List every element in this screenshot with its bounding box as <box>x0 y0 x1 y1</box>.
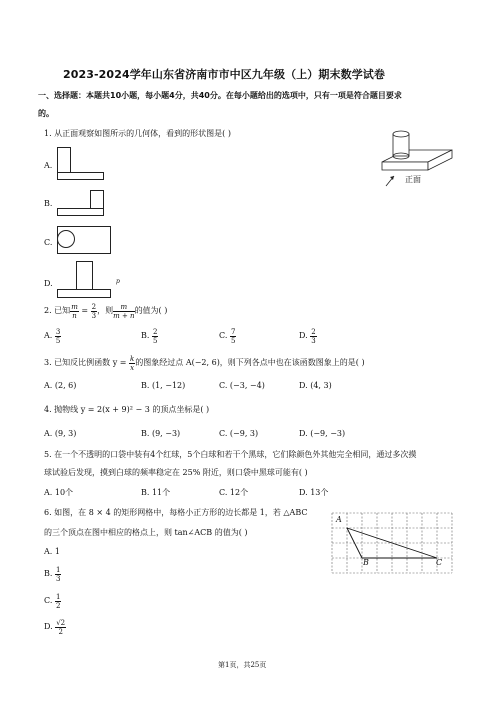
q1-b-base <box>57 208 104 216</box>
q6-point-a: A <box>336 515 342 524</box>
q4-stem: 4. 抛物线 y = 2(x + 9)² − 3 的顶点坐标是( ) <box>44 405 210 414</box>
q5-option-c[interactable]: C. 12个 <box>219 488 249 497</box>
q1-option-d-label[interactable]: D. <box>44 279 53 288</box>
q6-option-d[interactable]: D. $\frac{√2}{2}$ <box>44 618 66 636</box>
view-arrow-head <box>390 176 394 180</box>
q2-option-d[interactable]: D. $\frac{2}{3}$ <box>299 327 316 345</box>
q6-line2: 的三个顶点在图中相应的格点上，则 tan∠ACB 的值为( ) <box>44 528 248 537</box>
q4-option-a[interactable]: A. (9, 3) <box>44 429 77 438</box>
q3-option-d[interactable]: D. (4, 3) <box>299 381 332 390</box>
q5-line2: 球试验后发现，摸到白球的频率稳定在 25% 附近，则口袋中黑球可能有( ) <box>44 468 308 477</box>
q1-a-upright <box>57 147 71 173</box>
section-header: 一、选择题：本题共10小题，每小题4分，共40分。在每小题给出的选项中，只有一项是符合题目要求 <box>38 91 402 100</box>
q1-figure-caption: 正面 <box>405 175 421 184</box>
q3-option-b[interactable]: B. (1, −12) <box>141 381 186 390</box>
q1-a-base <box>57 172 104 180</box>
q1-d-base <box>57 289 111 298</box>
q4-option-d[interactable]: D. (−9, −3) <box>299 429 346 438</box>
q6-option-a[interactable]: A. 1 <box>44 547 60 556</box>
q4-option-c[interactable]: C. (−9, 3) <box>219 429 259 438</box>
q3-stem: 3. 已知反比例函数 y = $\frac{k}{x}$ 的图象经过点 A(−2, 6)，则下列各点中也在该函数图象上的是( ) <box>44 354 365 372</box>
section-header-cont: 的。 <box>38 109 54 118</box>
slab-front <box>382 162 428 170</box>
q1-d-upright <box>76 261 93 290</box>
q3-option-a[interactable]: A. (2, 6) <box>44 381 77 390</box>
page-title: 2023-2024学年山东省济南市市中区九年级（上）期末数学试卷 <box>63 68 385 81</box>
q5-line1: 5. 在一个不透明的口袋中装有4个红球，5个白球和若干个黑球，它们除颜色外其他完全相同，通过多次摸 <box>44 450 417 459</box>
q1-mark-p: p <box>116 278 120 285</box>
q5-option-d[interactable]: D. 13个 <box>299 488 329 497</box>
q5-option-b[interactable]: B. 11个 <box>141 488 171 497</box>
q1-c-circle <box>57 230 75 248</box>
q2-stem: 2. 已知 $\frac{m}{n}$ = $\frac{2}{3}$ ，则 $\frac{m}{m + n}$ 的值为( ) <box>44 302 168 320</box>
cylinder-top <box>393 131 409 137</box>
q1-b-upright <box>90 190 104 209</box>
q1-option-a-label[interactable]: A. <box>44 161 53 170</box>
q6-line1: 6. 如图，在 8 × 4 的矩形网格中，每格小正方形的边长都是 1，若 △ABC <box>44 508 308 517</box>
q6-point-c: C <box>436 558 443 567</box>
q6-option-c[interactable]: C. $\frac{1}{2}$ <box>44 592 61 610</box>
q2-option-b[interactable]: B. $\frac{2}{5}$ <box>141 327 158 345</box>
q1-option-b-label[interactable]: B. <box>44 199 53 208</box>
q2-option-c[interactable]: C. $\frac{7}{5}$ <box>219 327 236 345</box>
q3-option-c[interactable]: C. (−3, −4) <box>219 381 265 390</box>
q6-point-b: B <box>363 558 369 567</box>
q1-stem: 1. 从正面观察如图所示的几何体，看到的形状图是( ) <box>44 129 231 138</box>
q6-option-b[interactable]: B. $\frac{1}{3}$ <box>44 565 61 583</box>
q2-option-a[interactable]: A. $\frac{3}{5}$ <box>44 327 61 345</box>
q4-option-b[interactable]: B. (9, −3) <box>141 429 181 438</box>
q5-option-a[interactable]: A. 10个 <box>44 488 74 497</box>
q1-option-c-label[interactable]: C. <box>44 238 53 247</box>
page-footer: 第1页，共25页 <box>218 661 267 669</box>
